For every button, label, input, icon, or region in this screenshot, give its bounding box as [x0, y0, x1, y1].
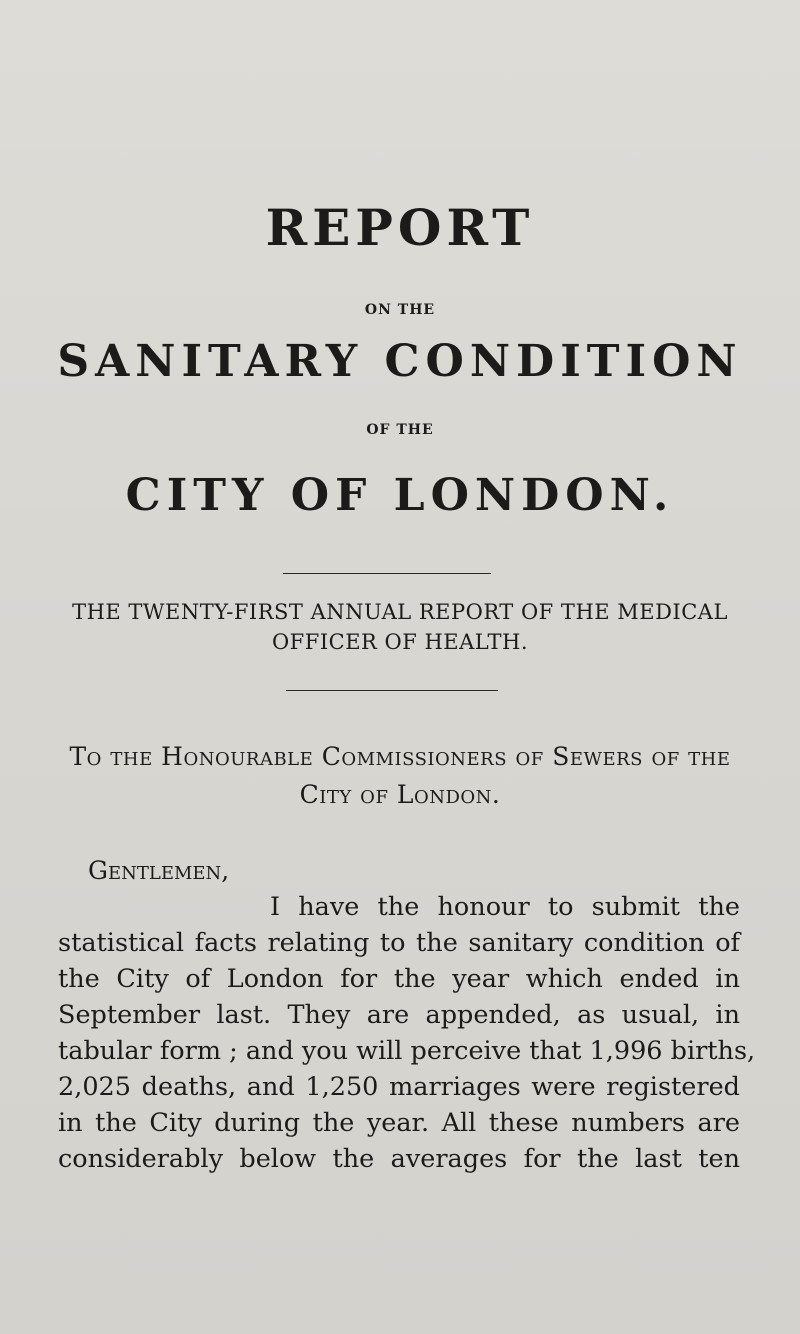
address-line2: City of London.: [299, 780, 501, 809]
on-the-label: ON THE: [364, 302, 436, 318]
body-line: the City of London for the year which ended in: [58, 964, 740, 994]
salutation: Gentlemen,: [88, 856, 230, 885]
body-line: I have the honour to submit the: [270, 892, 740, 922]
body-line: September last. They are appended, as usual, in: [58, 1000, 740, 1030]
body-line: tabular form ; and you will perceive that 1,996 births,: [58, 1036, 756, 1066]
city-of-london-title: CITY OF LONDON.: [125, 470, 675, 521]
body-line: statistical facts relating to the sanitary condition of: [58, 928, 740, 958]
body-line: considerably below the averages for the last ten: [58, 1144, 740, 1174]
address-line1: To the Honourable Commissioners of Sewers of the: [69, 742, 731, 771]
report-title: REPORT: [265, 198, 535, 257]
body-line: in the City during the year. All these numbers are: [58, 1108, 740, 1138]
divider-rule-top: [283, 573, 491, 574]
of-the-label: OF THE: [366, 422, 434, 438]
body-line: 2,025 deaths, and 1,250 marriages were registered: [58, 1072, 740, 1102]
annual-report-subheading-line1: THE TWENTY-FIRST ANNUAL REPORT OF THE MEDICAL: [72, 600, 728, 624]
annual-report-subheading-line2: OFFICER OF HEALTH.: [271, 630, 529, 654]
sanitary-condition-title: SANITARY CONDITION: [57, 336, 743, 387]
divider-rule-bottom: [286, 690, 498, 691]
